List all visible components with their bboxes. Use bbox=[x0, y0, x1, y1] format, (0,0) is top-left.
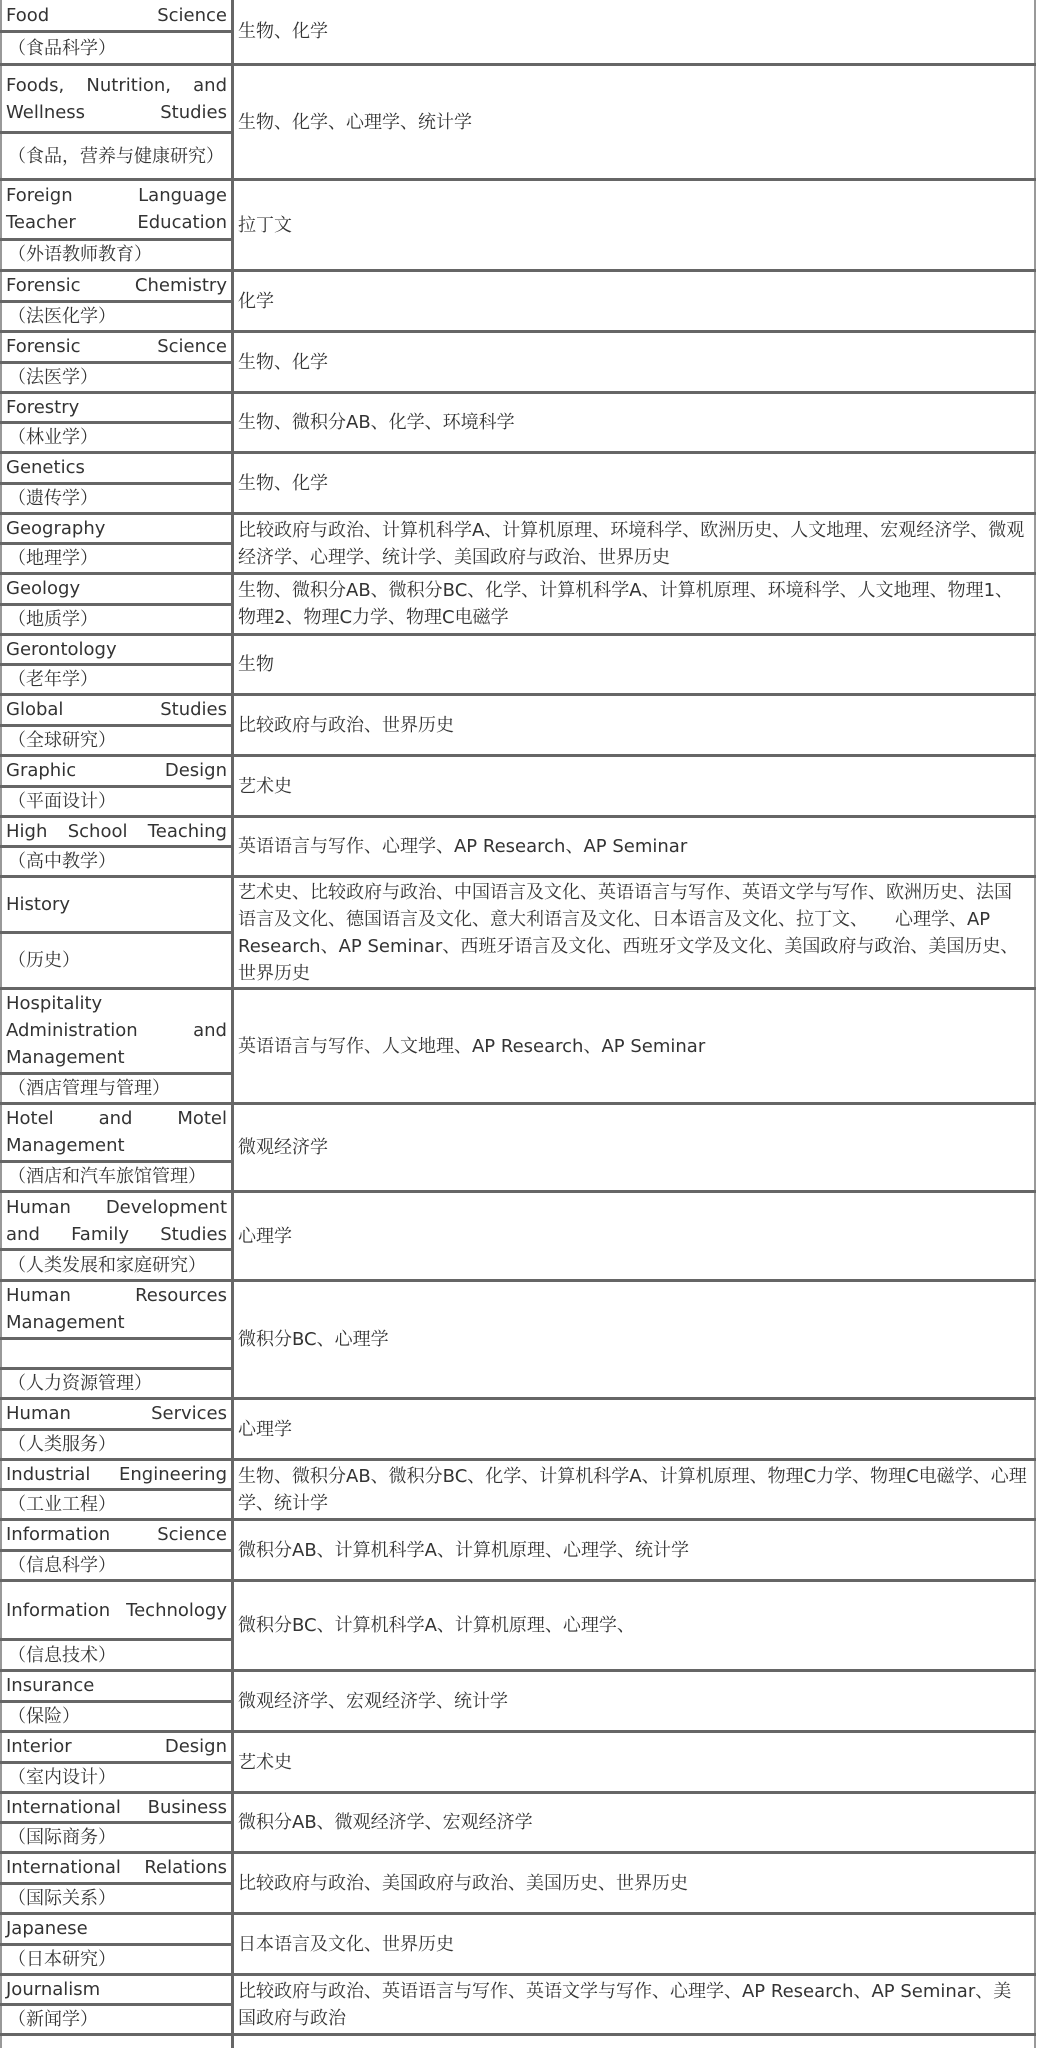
table-row bbox=[0, 1794, 1036, 1854]
major-name-cn: （地理学） bbox=[8, 548, 98, 569]
major-cell bbox=[0, 1193, 231, 1279]
recommended-subjects-cell bbox=[231, 1976, 1036, 2033]
major-cell bbox=[0, 757, 231, 815]
major-name-en-cell bbox=[0, 454, 231, 485]
major-name-en-cell bbox=[0, 0, 231, 33]
major-name-cn-cell bbox=[0, 424, 231, 451]
major-name-cn: （食品科学） bbox=[8, 37, 116, 59]
table-row bbox=[0, 990, 1036, 1105]
major-name-en-cell bbox=[0, 818, 231, 848]
major-name-cn: （日本研究） bbox=[8, 1948, 116, 1970]
major-name-en-cell bbox=[0, 394, 231, 424]
major-cell bbox=[0, 1854, 231, 1912]
major-name-cn-cell bbox=[0, 606, 231, 634]
recommended-subjects: 生物、化学、心理学、统计学 bbox=[238, 111, 472, 133]
recommended-subjects-cell bbox=[231, 394, 1036, 451]
major-name-cn: （老年学） bbox=[8, 669, 98, 690]
recommended-subjects: 生物 bbox=[238, 654, 274, 675]
major-name-en-cell bbox=[0, 575, 231, 606]
major-name-cn: （国际关系） bbox=[8, 1887, 116, 1909]
recommended-subjects-cell bbox=[231, 878, 1036, 987]
major-cell bbox=[0, 1582, 231, 1669]
major-name-en-cell bbox=[0, 990, 231, 1075]
major-name-en: High School Teaching bbox=[6, 821, 227, 842]
table-row bbox=[0, 394, 1036, 454]
empty-cell bbox=[0, 1340, 231, 1370]
major-cell bbox=[0, 1672, 231, 1730]
table-row bbox=[0, 333, 1036, 394]
recommended-subjects: 生物、微积分AB、化学、环境科学 bbox=[238, 412, 515, 433]
table-row bbox=[0, 272, 1036, 333]
major-name-cn-cell bbox=[0, 364, 231, 392]
major-name-cn: （信息科学） bbox=[8, 1554, 116, 1576]
major-name-cn-cell bbox=[0, 134, 231, 178]
major-name-cn-cell bbox=[0, 934, 231, 987]
major-name-cn-cell bbox=[0, 2006, 231, 2033]
recommended-subjects-cell bbox=[231, 757, 1036, 815]
table-row bbox=[0, 1672, 1036, 1733]
major-name-en: Hospitality Administration and Management bbox=[6, 993, 227, 1069]
recommended-subjects-cell bbox=[231, 1193, 1036, 1279]
major-name-en-cell bbox=[0, 1461, 231, 1491]
major-name-cn-cell bbox=[0, 848, 231, 875]
major-cell bbox=[0, 454, 231, 512]
major-name-en: Graphic Design bbox=[6, 760, 227, 782]
table-row bbox=[0, 1733, 1036, 1794]
major-cell bbox=[0, 1976, 231, 2033]
major-name-en-cell bbox=[0, 1915, 231, 1946]
major-name-en: Gerontology bbox=[6, 639, 117, 660]
major-name-cn: （遗传学） bbox=[8, 487, 98, 509]
table-row bbox=[0, 636, 1036, 696]
recommended-subjects: 生物、微积分AB、微积分BC、化学、计算机科学A、计算机原理、物理C力学、物理C电磁学、心理学、统计学 bbox=[238, 1465, 1027, 1514]
recommended-subjects: 艺术史、比较政府与政治、中国语言及文化、英语语言与写作、英语文学与写作、欧洲历史、法国语言及文化、德国语言及文化、意大利语言及文化、日本语言及文化、拉丁文、 心理学、AP Research、AP Seminar、西班牙语言及文化、西班牙文学及文化、美国政府与政治、美国历史、世界历史 bbox=[238, 881, 1019, 984]
major-name-en: Journalism bbox=[6, 1979, 101, 2000]
recommended-subjects: 比较政府与政治、美国政府与政治、美国历史、世界历史 bbox=[238, 1872, 688, 1894]
major-cell bbox=[0, 1105, 231, 1190]
table-row bbox=[0, 0, 1036, 66]
major-cell bbox=[0, 272, 231, 330]
table-row bbox=[0, 575, 1036, 636]
recommended-subjects: 微积分BC、心理学 bbox=[238, 1329, 389, 1350]
major-name-en-cell bbox=[0, 1854, 231, 1885]
major-name-cn: （新闻学） bbox=[8, 2009, 98, 2030]
major-name-cn-cell bbox=[0, 1370, 231, 1397]
major-name-cn-cell bbox=[0, 1764, 231, 1792]
major-name-en-cell bbox=[0, 1794, 231, 1824]
major-name-cn: （地质学） bbox=[8, 608, 98, 630]
major-name-en-cell bbox=[0, 636, 231, 666]
recommended-subjects-cell bbox=[231, 1582, 1036, 1669]
major-name-cn-cell bbox=[0, 241, 231, 269]
major-name-cn-cell bbox=[0, 1703, 231, 1731]
major-name-cn: （酒店和汽车旅馆管理） bbox=[8, 1165, 206, 1187]
recommended-subjects-cell bbox=[231, 0, 1036, 63]
major-name-en: Hotel and Motel Management bbox=[6, 1108, 227, 1157]
recommended-subjects-cell bbox=[231, 1521, 1036, 1579]
recommended-subjects-cell bbox=[231, 1854, 1036, 1912]
recommended-subjects-cell bbox=[231, 818, 1036, 875]
major-cell bbox=[0, 636, 231, 693]
table-row bbox=[0, 181, 1036, 272]
major-name-cn-cell bbox=[0, 1824, 231, 1851]
recommended-subjects: 比较政府与政治、世界历史 bbox=[238, 714, 454, 736]
major-name-cn: （全球研究） bbox=[8, 729, 116, 751]
recommended-subjects-cell bbox=[231, 66, 1036, 178]
recommended-subjects-cell bbox=[231, 990, 1036, 1102]
recommended-subjects: 心理学 bbox=[238, 1225, 292, 1247]
major-cell bbox=[0, 333, 231, 391]
major-name-en-cell bbox=[0, 1672, 231, 1703]
major-name-cn-cell bbox=[0, 666, 231, 693]
recommended-subjects: 生物、化学 bbox=[238, 21, 328, 42]
recommended-subjects: 微观经济学 bbox=[238, 1137, 328, 1158]
major-name-cn: （人类发展和家庭研究） bbox=[8, 1254, 206, 1276]
table-row-partial bbox=[0, 2030, 1036, 2048]
major-name-cn: （信息技术） bbox=[8, 1644, 116, 1666]
recommended-subjects: 英语语言与写作、人文地理、AP Research、AP Seminar bbox=[238, 1035, 706, 1057]
table-row bbox=[0, 1976, 1036, 2036]
major-cell bbox=[0, 878, 231, 987]
recommended-subjects-cell bbox=[231, 1400, 1036, 1458]
major-name-en: Interior Design bbox=[6, 1736, 227, 1758]
major-cell bbox=[0, 1521, 231, 1579]
recommended-subjects-cell bbox=[231, 181, 1036, 269]
major-name-cn-cell bbox=[0, 1163, 231, 1190]
recommended-subjects: 微积分BC、计算机科学A、计算机原理、心理学、 bbox=[238, 1615, 635, 1636]
recommended-subjects: 比较政府与政治、计算机科学A、计算机原理、环境科学、欧洲历史、人文地理、宏观经济学、微观经济学、心理学、统计学、美国政府与政治、世界历史 bbox=[238, 519, 1025, 568]
major-name-en: International Relations bbox=[6, 1857, 227, 1879]
major-name-en: Geology bbox=[6, 578, 81, 600]
major-name-en: Foreign Language Teacher Education bbox=[6, 185, 227, 234]
major-cell bbox=[0, 1794, 231, 1851]
major-name-en-cell bbox=[0, 1105, 231, 1163]
recommended-subjects-cell bbox=[231, 1672, 1036, 1730]
major-name-cn: （林业学） bbox=[8, 427, 98, 448]
major-name-cn-cell bbox=[0, 1885, 231, 1913]
table-row bbox=[0, 66, 1036, 181]
table-row bbox=[0, 454, 1036, 515]
major-cell bbox=[0, 696, 231, 754]
major-name-en-cell bbox=[0, 878, 231, 934]
recommended-subjects-cell bbox=[231, 1105, 1036, 1190]
table-row bbox=[0, 1854, 1036, 1915]
recommended-subjects: 化学 bbox=[238, 290, 274, 312]
major-name-cn: （食品，营养与健康研究） bbox=[8, 145, 224, 167]
major-cell bbox=[0, 394, 231, 451]
major-name-cn: （法医化学） bbox=[8, 305, 116, 327]
recommended-subjects-cell bbox=[231, 1282, 1036, 1397]
table-row bbox=[0, 1193, 1036, 1282]
recommended-subjects: 微观经济学、宏观经济学、统计学 bbox=[238, 1690, 508, 1712]
major-name-cn-cell bbox=[0, 545, 231, 572]
major-cell bbox=[0, 818, 231, 875]
recommended-subjects: 英语语言与写作、心理学、AP Research、AP Seminar bbox=[238, 836, 688, 857]
major-name-cn-cell bbox=[0, 788, 231, 816]
major-cell bbox=[0, 990, 231, 1102]
major-cell bbox=[0, 1915, 231, 1973]
major-cell bbox=[0, 1733, 231, 1791]
major-name-cn: （高中教学） bbox=[8, 851, 116, 872]
table-row bbox=[0, 696, 1036, 757]
recommended-subjects: 艺术史 bbox=[238, 775, 292, 797]
major-name-cn: （人力资源管理） bbox=[8, 1372, 152, 1394]
major-name-en: Forensic Science bbox=[6, 336, 227, 358]
recommended-subjects-cell bbox=[231, 1733, 1036, 1791]
major-cell bbox=[0, 575, 231, 633]
major-name-cn-cell bbox=[0, 485, 231, 513]
recommended-subjects-cell bbox=[231, 272, 1036, 330]
major-name-en-cell bbox=[0, 272, 231, 303]
major-name-en: Insurance bbox=[6, 1675, 95, 1697]
recommended-subjects-cell bbox=[231, 1461, 1036, 1518]
table-row bbox=[0, 1915, 1036, 1976]
major-name-cn-cell bbox=[0, 1431, 231, 1459]
table-row bbox=[0, 1400, 1036, 1461]
major-name-cn: （人类服务） bbox=[8, 1433, 116, 1455]
table-row bbox=[0, 1582, 1036, 1672]
major-cell bbox=[0, 515, 231, 572]
major-name-en: Human Services bbox=[6, 1403, 227, 1425]
major-name-en: Forensic Chemistry bbox=[6, 275, 227, 297]
major-name-en-cell bbox=[0, 333, 231, 364]
major-cell bbox=[0, 1461, 231, 1518]
major-name-en-cell bbox=[0, 1521, 231, 1552]
table-row bbox=[0, 1521, 1036, 1582]
major-name-cn: （外语教师教育） bbox=[8, 244, 152, 266]
major-name-cn-cell bbox=[0, 303, 231, 331]
recommended-subjects: 生物、化学 bbox=[238, 472, 328, 494]
major-name-cn: （室内设计） bbox=[8, 1766, 116, 1788]
major-name-en-cell bbox=[0, 1733, 231, 1764]
major-name-en: Global Studies bbox=[6, 699, 227, 721]
major-name-en-cell bbox=[0, 1400, 231, 1431]
recommended-subjects: 心理学 bbox=[238, 1418, 292, 1440]
recommended-subjects: 微积分AB、微观经济学、宏观经济学 bbox=[238, 1812, 533, 1833]
major-name-en: Geography bbox=[6, 518, 106, 539]
table-row bbox=[0, 1461, 1036, 1521]
column-divider bbox=[231, 2030, 234, 2048]
recommended-subjects-cell bbox=[231, 454, 1036, 512]
major-name-cn-cell bbox=[0, 727, 231, 755]
recommended-subjects-cell bbox=[231, 636, 1036, 693]
major-name-cn-cell bbox=[0, 1641, 231, 1669]
major-name-cn: （法医学） bbox=[8, 366, 98, 388]
major-cell bbox=[0, 66, 231, 178]
recommended-subjects: 日本语言及文化、世界历史 bbox=[238, 1933, 454, 1955]
major-name-en-cell bbox=[0, 1282, 231, 1340]
recommended-subjects-cell bbox=[231, 333, 1036, 391]
recommended-subjects-cell bbox=[231, 1794, 1036, 1851]
major-name-en-cell bbox=[0, 66, 231, 134]
major-name-cn-cell bbox=[0, 1075, 231, 1102]
major-name-en: History bbox=[6, 894, 71, 915]
table-row bbox=[0, 878, 1036, 990]
major-name-en: Human Development and Family Studies bbox=[6, 1196, 227, 1245]
major-name-cn: （保险） bbox=[8, 1705, 80, 1727]
major-name-en-cell bbox=[0, 1193, 231, 1251]
major-name-en-cell bbox=[0, 1976, 231, 2006]
major-name-en: Food Science bbox=[6, 4, 227, 26]
table-row bbox=[0, 1105, 1036, 1193]
major-cell bbox=[0, 1400, 231, 1458]
recommended-subjects: 拉丁文 bbox=[238, 214, 292, 236]
recommended-subjects-cell bbox=[231, 575, 1036, 633]
major-cell bbox=[0, 0, 231, 63]
major-name-cn: （酒店管理与管理） bbox=[8, 1077, 170, 1099]
recommended-subjects: 艺术史 bbox=[238, 1751, 292, 1773]
major-name-en-cell bbox=[0, 181, 231, 241]
recommended-subjects: 生物、微积分AB、微积分BC、化学、计算机科学A、计算机原理、环境科学、人文地理、物理1、物理2、物理C力学、物理C电磁学 bbox=[238, 580, 1014, 628]
major-name-en: Information Science bbox=[6, 1524, 227, 1546]
table-row bbox=[0, 515, 1036, 575]
major-name-en-cell bbox=[0, 1582, 231, 1641]
major-name-cn-cell bbox=[0, 33, 231, 63]
major-name-en-cell bbox=[0, 515, 231, 545]
major-name-en: Information Technology bbox=[6, 1599, 227, 1621]
recommended-subjects-cell bbox=[231, 515, 1036, 572]
major-name-cn-cell bbox=[0, 1946, 231, 1974]
major-cell bbox=[0, 181, 231, 269]
major-name-en: Forestry bbox=[6, 397, 80, 418]
major-cell bbox=[0, 1282, 231, 1397]
major-name-en: Japanese bbox=[6, 1918, 88, 1940]
major-name-en-cell bbox=[0, 696, 231, 727]
major-name-en-cell bbox=[0, 757, 231, 788]
table-row bbox=[0, 757, 1036, 818]
major-name-en: Industrial Engineering bbox=[6, 1464, 227, 1485]
recommended-subjects: 生物、化学 bbox=[238, 351, 328, 373]
recommended-subjects: 微积分AB、计算机科学A、计算机原理、心理学、统计学 bbox=[238, 1539, 689, 1561]
table-row bbox=[0, 1282, 1036, 1400]
major-name-en: International Business bbox=[6, 1797, 227, 1818]
table-row bbox=[0, 818, 1036, 878]
major-name-cn: （历史） bbox=[8, 950, 80, 971]
recommended-subjects: 比较政府与政治、英语语言与写作、英语文学与写作、心理学、AP Research、AP Seminar、美国政府与政治 bbox=[238, 1980, 1012, 2029]
recommended-subjects-cell bbox=[231, 696, 1036, 754]
major-name-cn: （平面设计） bbox=[8, 790, 116, 812]
major-name-cn: （国际商务） bbox=[8, 1827, 116, 1848]
recommended-subjects-cell bbox=[231, 1915, 1036, 1973]
major-name-en: Genetics bbox=[6, 457, 85, 479]
major-name-cn-cell bbox=[0, 1251, 231, 1279]
major-name-cn: （工业工程） bbox=[8, 1494, 116, 1515]
major-name-en: Foods, Nutrition, and Wellness Studies bbox=[6, 74, 227, 123]
major-name-en: Human Resources Management bbox=[6, 1285, 227, 1334]
major-name-cn-cell bbox=[0, 1552, 231, 1580]
major-name-cn-cell bbox=[0, 1491, 231, 1518]
